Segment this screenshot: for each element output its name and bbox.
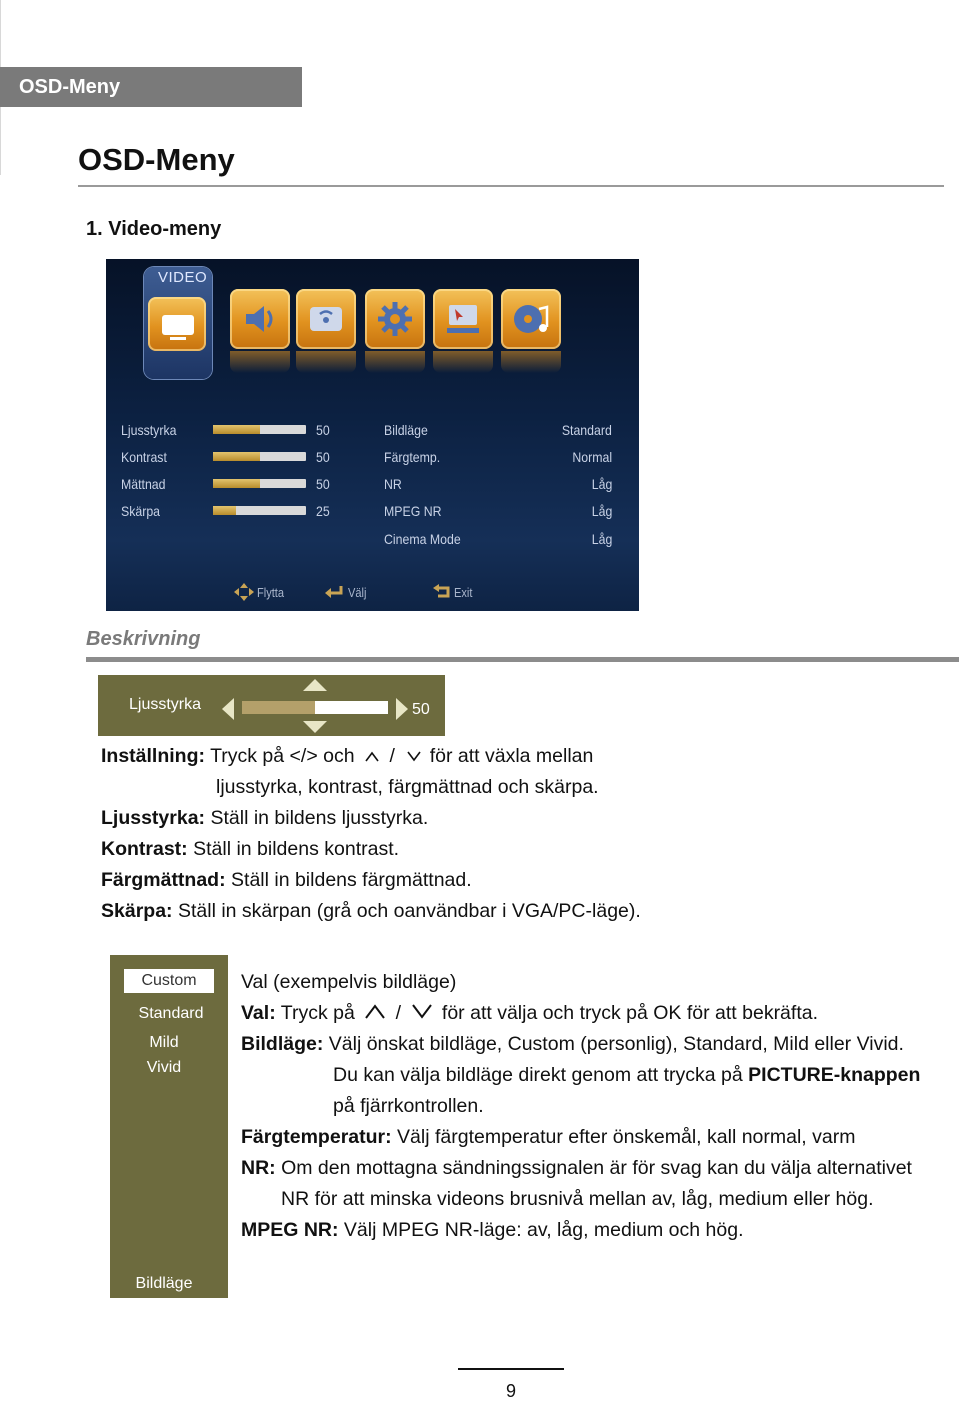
bildlage-line: [241, 1033, 904, 1056]
mpeg-text: Välj MPEG NR-läge: av, låg, medium och hög.: [343, 1219, 744, 1241]
mpeg-line: [241, 1219, 743, 1242]
osd-slider-label: Kontrast: [121, 449, 167, 465]
osd-setting-value: Låg: [591, 476, 612, 492]
move-arrows-icon: [234, 583, 254, 601]
nr-text-2: NR för att minska videons brusnivå mellan av, låg, medium eller hög.: [281, 1188, 874, 1210]
nr-line: [241, 1157, 912, 1180]
osd-slider-bar: [213, 452, 306, 461]
exit-icon: [432, 584, 452, 599]
osd-setting-label: MPEG NR: [384, 503, 442, 519]
skarpa-text: Ställ in skärpan (grå och oanvändbar i VGA/PC-läge).: [177, 900, 641, 922]
osd-slider-bar: [213, 425, 306, 434]
osd-slider-label: Skärpa: [121, 503, 161, 519]
osd-setting-label: Bildläge: [384, 422, 428, 438]
fargmattnad-line: [101, 869, 472, 892]
installning-text-b: för att växla mellan: [429, 745, 594, 767]
icon-reflection: [230, 351, 290, 373]
osd-slider-bar: [213, 506, 306, 515]
kontrast-line: [101, 838, 399, 861]
val-text-a: Tryck på: [280, 1002, 355, 1024]
val-label: Val:: [241, 1002, 276, 1024]
slider-value: 50: [412, 701, 430, 718]
title-divider: [78, 185, 944, 187]
fargtemp-line: [241, 1126, 855, 1149]
installning-sep: /: [389, 745, 395, 767]
icon-reflection: [365, 351, 425, 373]
page-title: OSD-Meny: [78, 142, 235, 177]
bildlage-text-3: på fjärrkontrollen.: [333, 1095, 484, 1117]
osd-slider-value: 50: [316, 422, 330, 438]
osd-footer-exit: Exit: [454, 585, 473, 600]
val-sep: /: [395, 1002, 402, 1024]
option-standard: Standard: [138, 1005, 204, 1022]
osd-slider-label: Ljusstyrka: [121, 422, 177, 438]
val-intro: Val (exempelvis bildläge): [241, 971, 457, 993]
installning-label: Inställning:: [101, 745, 205, 767]
osd-footer-select: Välj: [348, 585, 367, 600]
media-icon: [501, 289, 561, 349]
kontrast-text: Ställ in bildens kontrast.: [193, 838, 400, 860]
installning-line: [101, 745, 593, 768]
slider-label: Ljusstyrka: [129, 696, 202, 713]
val-text-b: för att välja och tryck på OK för att bekräfta.: [441, 1002, 819, 1024]
brightness-slider-widget: [98, 675, 445, 736]
arrow-down-icon: [303, 721, 327, 733]
arrow-right-icon: [396, 698, 408, 720]
osd-slider-value: 50: [316, 449, 330, 465]
osd-setting-label: Cinema Mode: [384, 531, 461, 547]
slider-track: [242, 701, 388, 714]
option-custom-selected: Custom: [124, 969, 214, 993]
ljusstyrka-line: [101, 807, 428, 830]
description-divider: [86, 657, 959, 662]
osd-slider-value: 25: [316, 503, 330, 519]
section-title: 1. Video-meny: [86, 218, 222, 240]
osd-slider-fill: [213, 425, 260, 434]
nr-text: Om den mottagna sändningssignalen är för svag kan du välja alternativet: [281, 1157, 912, 1179]
osd-slider-bar: [213, 479, 306, 488]
val-line: [241, 1002, 818, 1025]
panel-title: Bildläge: [135, 1275, 193, 1292]
osd-slider-fill: [213, 479, 260, 488]
footer-rule: [458, 1368, 564, 1370]
fargmattnad-text: Ställ in bildens färgmättnad.: [231, 869, 472, 891]
option-vivid: Vivid: [146, 1059, 182, 1076]
header-tab: OSD-Meny: [0, 67, 302, 107]
speaker-icon: [230, 289, 290, 349]
skarpa-label: Skärpa:: [101, 900, 173, 922]
nr-label: NR:: [241, 1157, 276, 1179]
osd-footer-move: Flytta: [257, 585, 285, 600]
enter-icon: [324, 585, 344, 599]
osd-setting-value: Låg: [591, 531, 612, 547]
osd-slider-value: 50: [316, 476, 330, 492]
caret-down-icon: [411, 1003, 433, 1019]
osd-setting-label: Färgtemp.: [384, 449, 441, 465]
picture-mode-panel: [110, 955, 228, 1298]
osd-setting-value: Normal: [572, 449, 612, 465]
installning-text-2: ljusstyrka, kontrast, färgmättnad och skärpa.: [216, 776, 599, 798]
kontrast-label: Kontrast:: [101, 838, 188, 860]
gear-icon: [365, 289, 425, 349]
bildlage-text-2a: Du kan välja bildläge direkt genom att trycka på: [333, 1064, 743, 1086]
osd-setting-label: NR: [384, 476, 402, 492]
bildlage-line-2: [333, 1064, 920, 1087]
fargtemp-text: Välj färgtemperatur efter önskemål, kall normal, varm: [397, 1126, 856, 1148]
osd-slider-label: Mättnad: [121, 476, 166, 492]
fargmattnad-label: Färgmättnad:: [101, 869, 226, 891]
bildlage-text: Välj önskat bildläge, Custom (personlig), Standard, Mild eller Vivid.: [328, 1033, 904, 1055]
arrow-left-icon: [222, 698, 234, 720]
ljusstyrka-label: Ljusstyrka:: [101, 807, 206, 829]
picture-button-name: PICTURE-knappen: [748, 1064, 921, 1086]
tv-icon: [148, 297, 206, 351]
icon-reflection: [296, 351, 356, 373]
fargtemp-label: Färgtemperatur:: [241, 1126, 392, 1148]
osd-setting-value: Standard: [561, 422, 612, 438]
osd-slider-fill: [213, 506, 236, 515]
icon-reflection: [501, 351, 561, 373]
osd-slider-fill: [213, 452, 260, 461]
bildlage-label: Bildläge:: [241, 1033, 324, 1055]
caret-up-icon: [364, 1003, 386, 1019]
ljusstyrka-text: Ställ in bildens ljusstyrka.: [210, 807, 429, 829]
caret-down-icon: [406, 750, 422, 762]
arrow-up-icon: [303, 679, 327, 691]
pc-icon: [433, 289, 493, 349]
option-mild: Mild: [149, 1034, 179, 1051]
video-tab-label: VIDEO: [158, 269, 208, 286]
installning-text-a: Tryck på </> och: [210, 745, 355, 767]
osd-setting-value: Låg: [591, 503, 612, 519]
icon-reflection: [433, 351, 493, 373]
osd-screenshot: [106, 259, 639, 611]
slider-fill: [242, 701, 315, 714]
page-number: 9: [505, 1381, 516, 1401]
description-heading: Beskrivning: [86, 628, 201, 650]
caret-up-icon: [364, 750, 380, 762]
broadcast-icon: [296, 289, 356, 349]
mpeg-label: MPEG NR:: [241, 1219, 339, 1241]
skarpa-line: [101, 900, 641, 923]
